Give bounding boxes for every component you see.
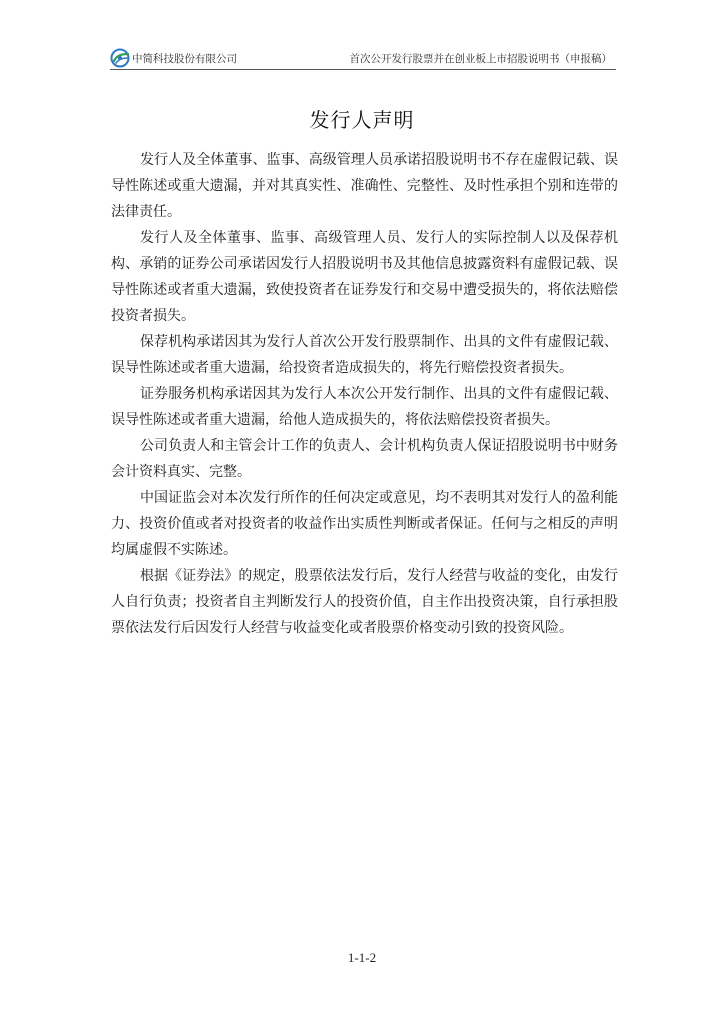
statement-body — [111, 147, 618, 641]
paragraph: 公司负责人和主管会计工作的负责人、会计机构负责人保证招股说明书中财务会计资料真实、完整。 — [111, 438, 618, 480]
paragraph: 根据《证券法》的规定，股票依法发行后，发行人经营与收益的变化，由发行人自行负责；投资者自主判断发行人的投资价值，自主作出投资决策，自行承担股票依法发行后因发行人经营与收益变化或者股票价格变动引致的投资风险。 — [111, 568, 618, 636]
paragraph: 发行人及全体董事、监事、高级管理人员、发行人的实际控制人以及保荐机构、承销的证券公司承诺因发行人招股说明书及其他信息披露资料有虚假记载、误导性陈述或者重大遗漏，致使投资者在证券发行和交易中遭受损失的，将依法赔偿投资者损失。 — [111, 230, 618, 324]
page-title: 发行人声明 — [309, 108, 415, 132]
company-name: 中简科技股份有限公司 — [132, 53, 237, 65]
paragraph: 保荐机构承诺因其为发行人首次公开发行股票制作、出具的文件有虚假记载、误导性陈述或者重大遗漏，给投资者造成损失的，将先行赔偿投资者损失。 — [111, 334, 618, 376]
page-header — [110, 46, 616, 70]
document-title: 首次公开发行股票并在创业板上市招股说明书（申报稿） — [349, 53, 612, 65]
page-number: 1-1-2 — [347, 950, 377, 965]
paragraph: 发行人及全体董事、监事、高级管理人员承诺招股说明书不存在虚假记载、误导性陈述或重大遗漏，并对其真实性、准确性、完整性、及时性承担个别和连带的法律责任。 — [111, 152, 618, 220]
company-logo-icon — [110, 48, 132, 68]
header-divider — [110, 69, 616, 70]
paragraph: 中国证监会对本次发行所作的任何决定或意见，均不表明其对发行人的盈利能力、投资价值或者对投资者的收益作出实质性判断或者保证。任何与之相反的声明均属虚假不实陈述。 — [111, 490, 618, 558]
paragraph: 证券服务机构承诺因其为发行人本次公开发行制作、出具的文件有虚假记载、误导性陈述或者重大遗漏，给他人造成损失的，将依法赔偿投资者损失。 — [111, 386, 618, 428]
